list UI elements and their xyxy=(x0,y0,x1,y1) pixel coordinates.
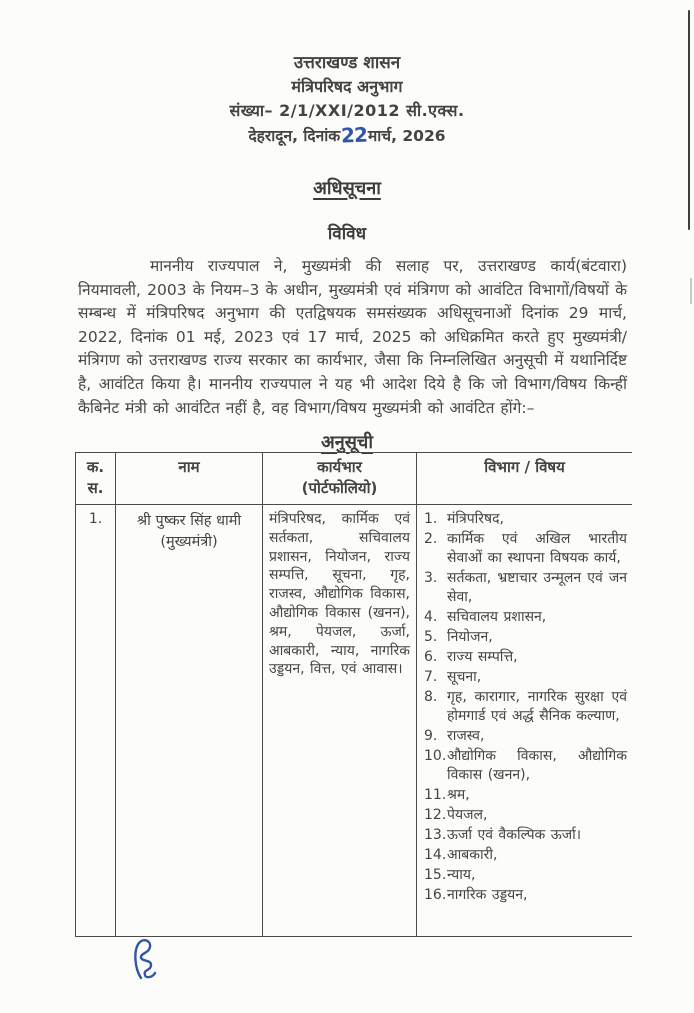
government-name: उत्तराखण्ड शासन xyxy=(293,53,401,73)
col-header-serial: क. स. xyxy=(76,453,116,505)
handwritten-initial xyxy=(126,936,164,986)
department-list xyxy=(424,510,627,905)
col-header-name: नाम xyxy=(116,453,263,505)
department-item: 9. राजस्व, xyxy=(424,728,485,744)
department-item: 7. सूचना, xyxy=(424,669,482,685)
department-item: 6. राज्य सम्पत्ति, xyxy=(424,649,518,665)
department-item: 13. ऊर्जा एवं वैकल्पिक ऊर्जा। xyxy=(424,827,582,843)
table-row xyxy=(76,505,633,937)
department-name: मंत्रिपरिषद अनुभाग xyxy=(291,77,403,96)
place-date-suffix: मार्च, 2026 xyxy=(367,127,446,145)
department-item: 8. गृह, कारागार, नागरिक सुरक्षा एवं होमगार्ड एवं अर्द्ध सैनिक कल्याण, xyxy=(424,689,627,724)
cell-departments xyxy=(417,505,633,937)
body-paragraph: माननीय राज्यपाल ने, मुख्यमंत्री की सलाह पर, उत्तराखण्ड कार्य(बंटवारा) नियमावली, 2003 के नियम–3 के अधीन, मुख्यमंत्री एवं मंत्रिगण को आवंटित विभागों/विषयों के सम्बन्ध में मंत्रिपरिषद अनुभाग की एतद्विषयक समसंख्यक अधिसूचनाओं दिनांक 29 मार्च, 2022, दिनांक 01 मई, 2023 एवं 17 मार्च, 2025 को अधिक्रमित करते हुए मुख्यमंत्री/मंत्रिगण को उत्तराखण्ड राज्य सरकार का कार्यभार, जैसा कि निम्नलिखित अनुसूची में यथानिर्दिष्ट है, आवंटित किया है। माननीय राज्यपाल ने यह भी आदेश दिये है कि जो विभाग/विषय किन्हीं कैबिनेट मंत्री को आवंटित नहीं है, वह विभाग/विषय मुख्यमंत्री को आवंटित होंगे:– xyxy=(78,257,627,417)
department-item: 4. सचिवालय प्रशासन, xyxy=(424,609,547,625)
department-item: 1. मंत्रिपरिषद, xyxy=(424,511,505,527)
department-item: 2. कार्मिक एवं अखिल भारतीय सेवाओं का स्थापना विषयक कार्य, xyxy=(424,531,627,566)
department-item: 16. नागरिक उड्डयन, xyxy=(424,887,528,903)
reference-number: संख्या– 2/1/XXI/2012 सी.एक्स. xyxy=(229,101,465,120)
minister-designation: (मुख्यमंत्री) xyxy=(160,534,218,550)
department-item: 14. आबकारी, xyxy=(424,847,498,863)
scan-edge-artifact xyxy=(688,10,690,230)
notification-title: अधिसूचना xyxy=(313,178,381,199)
cell-serial: 1. xyxy=(76,505,116,937)
department-item: 11. श्रम, xyxy=(424,787,470,803)
department-item: 10. औद्योगिक विकास, औद्योगिक विकास (खनन), xyxy=(424,748,627,783)
table-header-row xyxy=(76,453,633,505)
department-item: 5. नियोजन, xyxy=(424,629,493,645)
schedule-table xyxy=(75,452,632,937)
department-item: 3. सर्तकता, भ्रष्टाचार उन्मूलन एवं जन सेवा, xyxy=(424,570,627,605)
subtitle: विविध xyxy=(327,224,367,244)
cell-name xyxy=(116,505,263,937)
department-item: 12. पेयजल, xyxy=(424,807,488,823)
schedule-title: अनुसूची xyxy=(320,432,373,453)
scan-edge-artifact-faint xyxy=(690,278,692,304)
minister-name: श्री पुष्कर सिंह धामी xyxy=(136,513,242,529)
place-date-line xyxy=(0,122,694,146)
cell-portfolio: मंत्रिपरिषद, कार्मिक एवं सर्तकता, सचिवालय प्रशासन, नियोजन, राज्य सम्पत्ति, सूचना, गृह, राजस्व, औद्योगिक विकास, औद्योगिक विकास (खनन), श्रम, पेयजल, ऊर्जा, आबकारी, न्याय, नागरिक उड्डयन, वित्त, एवं आवास। xyxy=(263,505,417,937)
department-item: 15. न्याय, xyxy=(424,867,476,883)
place-date-prefix: देहरादून, दिनांक xyxy=(248,127,341,145)
handwritten-day: 22 xyxy=(340,122,368,148)
col-header-departments: विभाग / विषय xyxy=(417,453,633,505)
col-header-portfolio: कार्यभार (पोर्टफोलियो) xyxy=(263,453,417,505)
